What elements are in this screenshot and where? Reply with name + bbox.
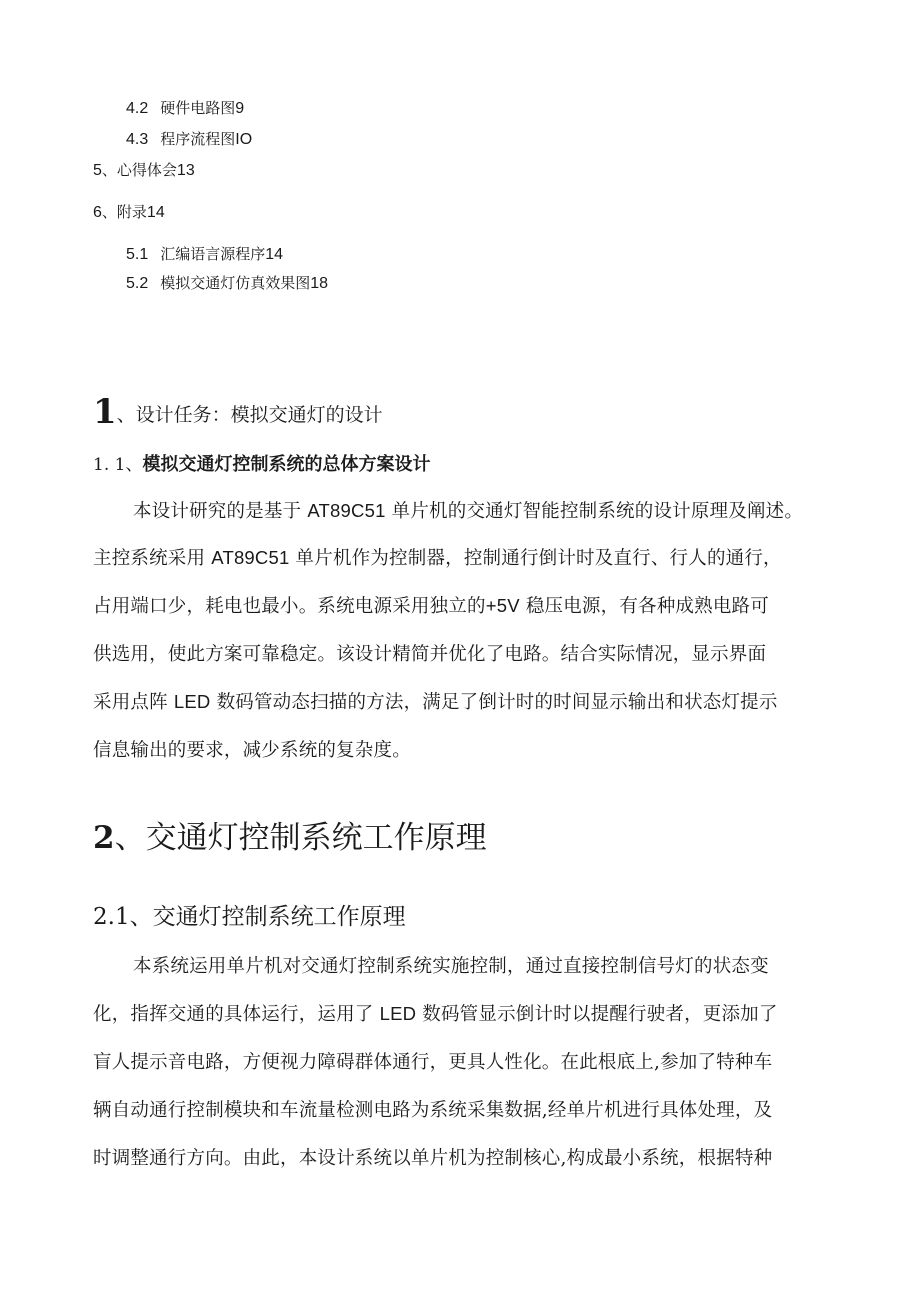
section-number: 2	[93, 820, 115, 856]
toc-entry-4-2	[126, 98, 244, 119]
text-run: 信息输出的要求，减少系统的复杂度。	[93, 740, 411, 761]
toc-title: 模拟交通灯仿真效果图	[160, 274, 311, 292]
section-title: 、设计任务：模拟交通灯的设计	[116, 404, 383, 426]
toc-page: 13	[176, 162, 195, 179]
toc-entry-5-2	[126, 273, 328, 294]
subsection-2-1-heading: 2.1、交通灯控制系统工作原理	[93, 904, 406, 930]
subsection-title: 模拟交通灯控制系统的总体方案设计	[142, 454, 431, 475]
text-run: 采用点阵	[93, 692, 174, 713]
text-run: 稳压电源，有各种成熟电路可	[519, 596, 769, 617]
paragraph-line	[93, 1048, 772, 1074]
paragraph-line	[93, 544, 782, 570]
text-run: 主控系统采用	[93, 548, 212, 569]
toc-number: 6	[93, 204, 102, 221]
toc-title: 、心得体会	[101, 161, 177, 179]
subsection-1-1-heading	[93, 450, 430, 476]
toc-page: 14	[265, 246, 284, 263]
paragraph-line	[93, 1096, 772, 1122]
section-number: 1	[93, 392, 117, 432]
text-run: 单片机的交通灯智能控制系统的设计原理及阐述。	[385, 501, 804, 522]
text-run: 本设计研究的是基于	[133, 501, 308, 522]
toc-entry-6	[93, 202, 165, 223]
text-run-latin: AT89C51	[211, 547, 290, 568]
text-run: 化，指挥交通的具体运行，运用了	[93, 1004, 380, 1025]
paragraph-line	[93, 640, 766, 666]
toc-title: 汇编语言源程序	[160, 245, 266, 263]
toc-title: 程序流程图	[160, 130, 236, 148]
paragraph-line	[93, 1000, 778, 1026]
text-run-latin: +5V	[485, 595, 520, 616]
toc-page: 9	[235, 100, 245, 117]
text-run: 时调整通行方向。由此，本设计系统以单片机为控制核心,构成最小系统，根据特种	[93, 1148, 773, 1169]
toc-title: 硬件电路图	[160, 99, 236, 117]
toc-page: IO	[235, 131, 253, 148]
subsection-number: 1. 1、	[93, 455, 143, 475]
paragraph-line	[133, 952, 769, 978]
section-1-heading	[93, 392, 383, 432]
text-run: 占用端口少，耗电也最小。系统电源采用独立的	[93, 596, 486, 617]
toc-page: 18	[310, 275, 329, 292]
toc-title: 、附录	[101, 203, 147, 221]
text-run: 本系统运用单片机对交通灯控制系统实施控制，通过直接控制信号灯的状态变	[133, 956, 769, 977]
toc-page: 14	[146, 204, 165, 221]
toc-entry-5-1	[126, 244, 283, 265]
text-run: 数码管动态扫描的方法，满足了倒计时的时间显示输出和状态灯提示	[210, 692, 778, 713]
toc-number: 4.3	[126, 131, 149, 148]
section-2-heading	[93, 812, 487, 857]
paragraph-line	[93, 688, 778, 714]
text-run-latin: LED	[173, 691, 211, 712]
text-run-latin: LED	[379, 1003, 417, 1024]
toc-number: 5.1	[126, 246, 149, 263]
text-run: 盲人提示音电路，方便视力障碍群体通行，更具人性化。在此根底上,参加了特种车	[93, 1052, 773, 1073]
paragraph-line	[93, 592, 769, 618]
paragraph-line	[93, 1144, 772, 1170]
paragraph-line	[133, 497, 803, 523]
text-run: 供选用，使此方案可靠稳定。该设计精简并优化了电路。结合实际情况，显示界面	[93, 644, 767, 665]
text-run: 数码管显示倒计时以提醒行驶者，更添加了	[416, 1004, 778, 1025]
text-run: 单片机作为控制器，控制通行倒计时及直行、行人的通行，	[289, 548, 782, 569]
text-run-latin: AT89C51	[307, 500, 386, 521]
toc-entry-4-3	[126, 129, 252, 150]
toc-number: 5	[93, 162, 102, 179]
section-title: 、交通灯控制系统工作原理	[114, 820, 487, 856]
toc-number: 4.2	[126, 100, 149, 117]
text-run: 辆自动通行控制模块和车流量检测电路为系统采集数据,经单片机进行具体处理，及	[93, 1100, 773, 1121]
toc-entry-5	[93, 160, 195, 181]
paragraph-line	[93, 736, 411, 762]
toc-number: 5.2	[126, 275, 149, 292]
